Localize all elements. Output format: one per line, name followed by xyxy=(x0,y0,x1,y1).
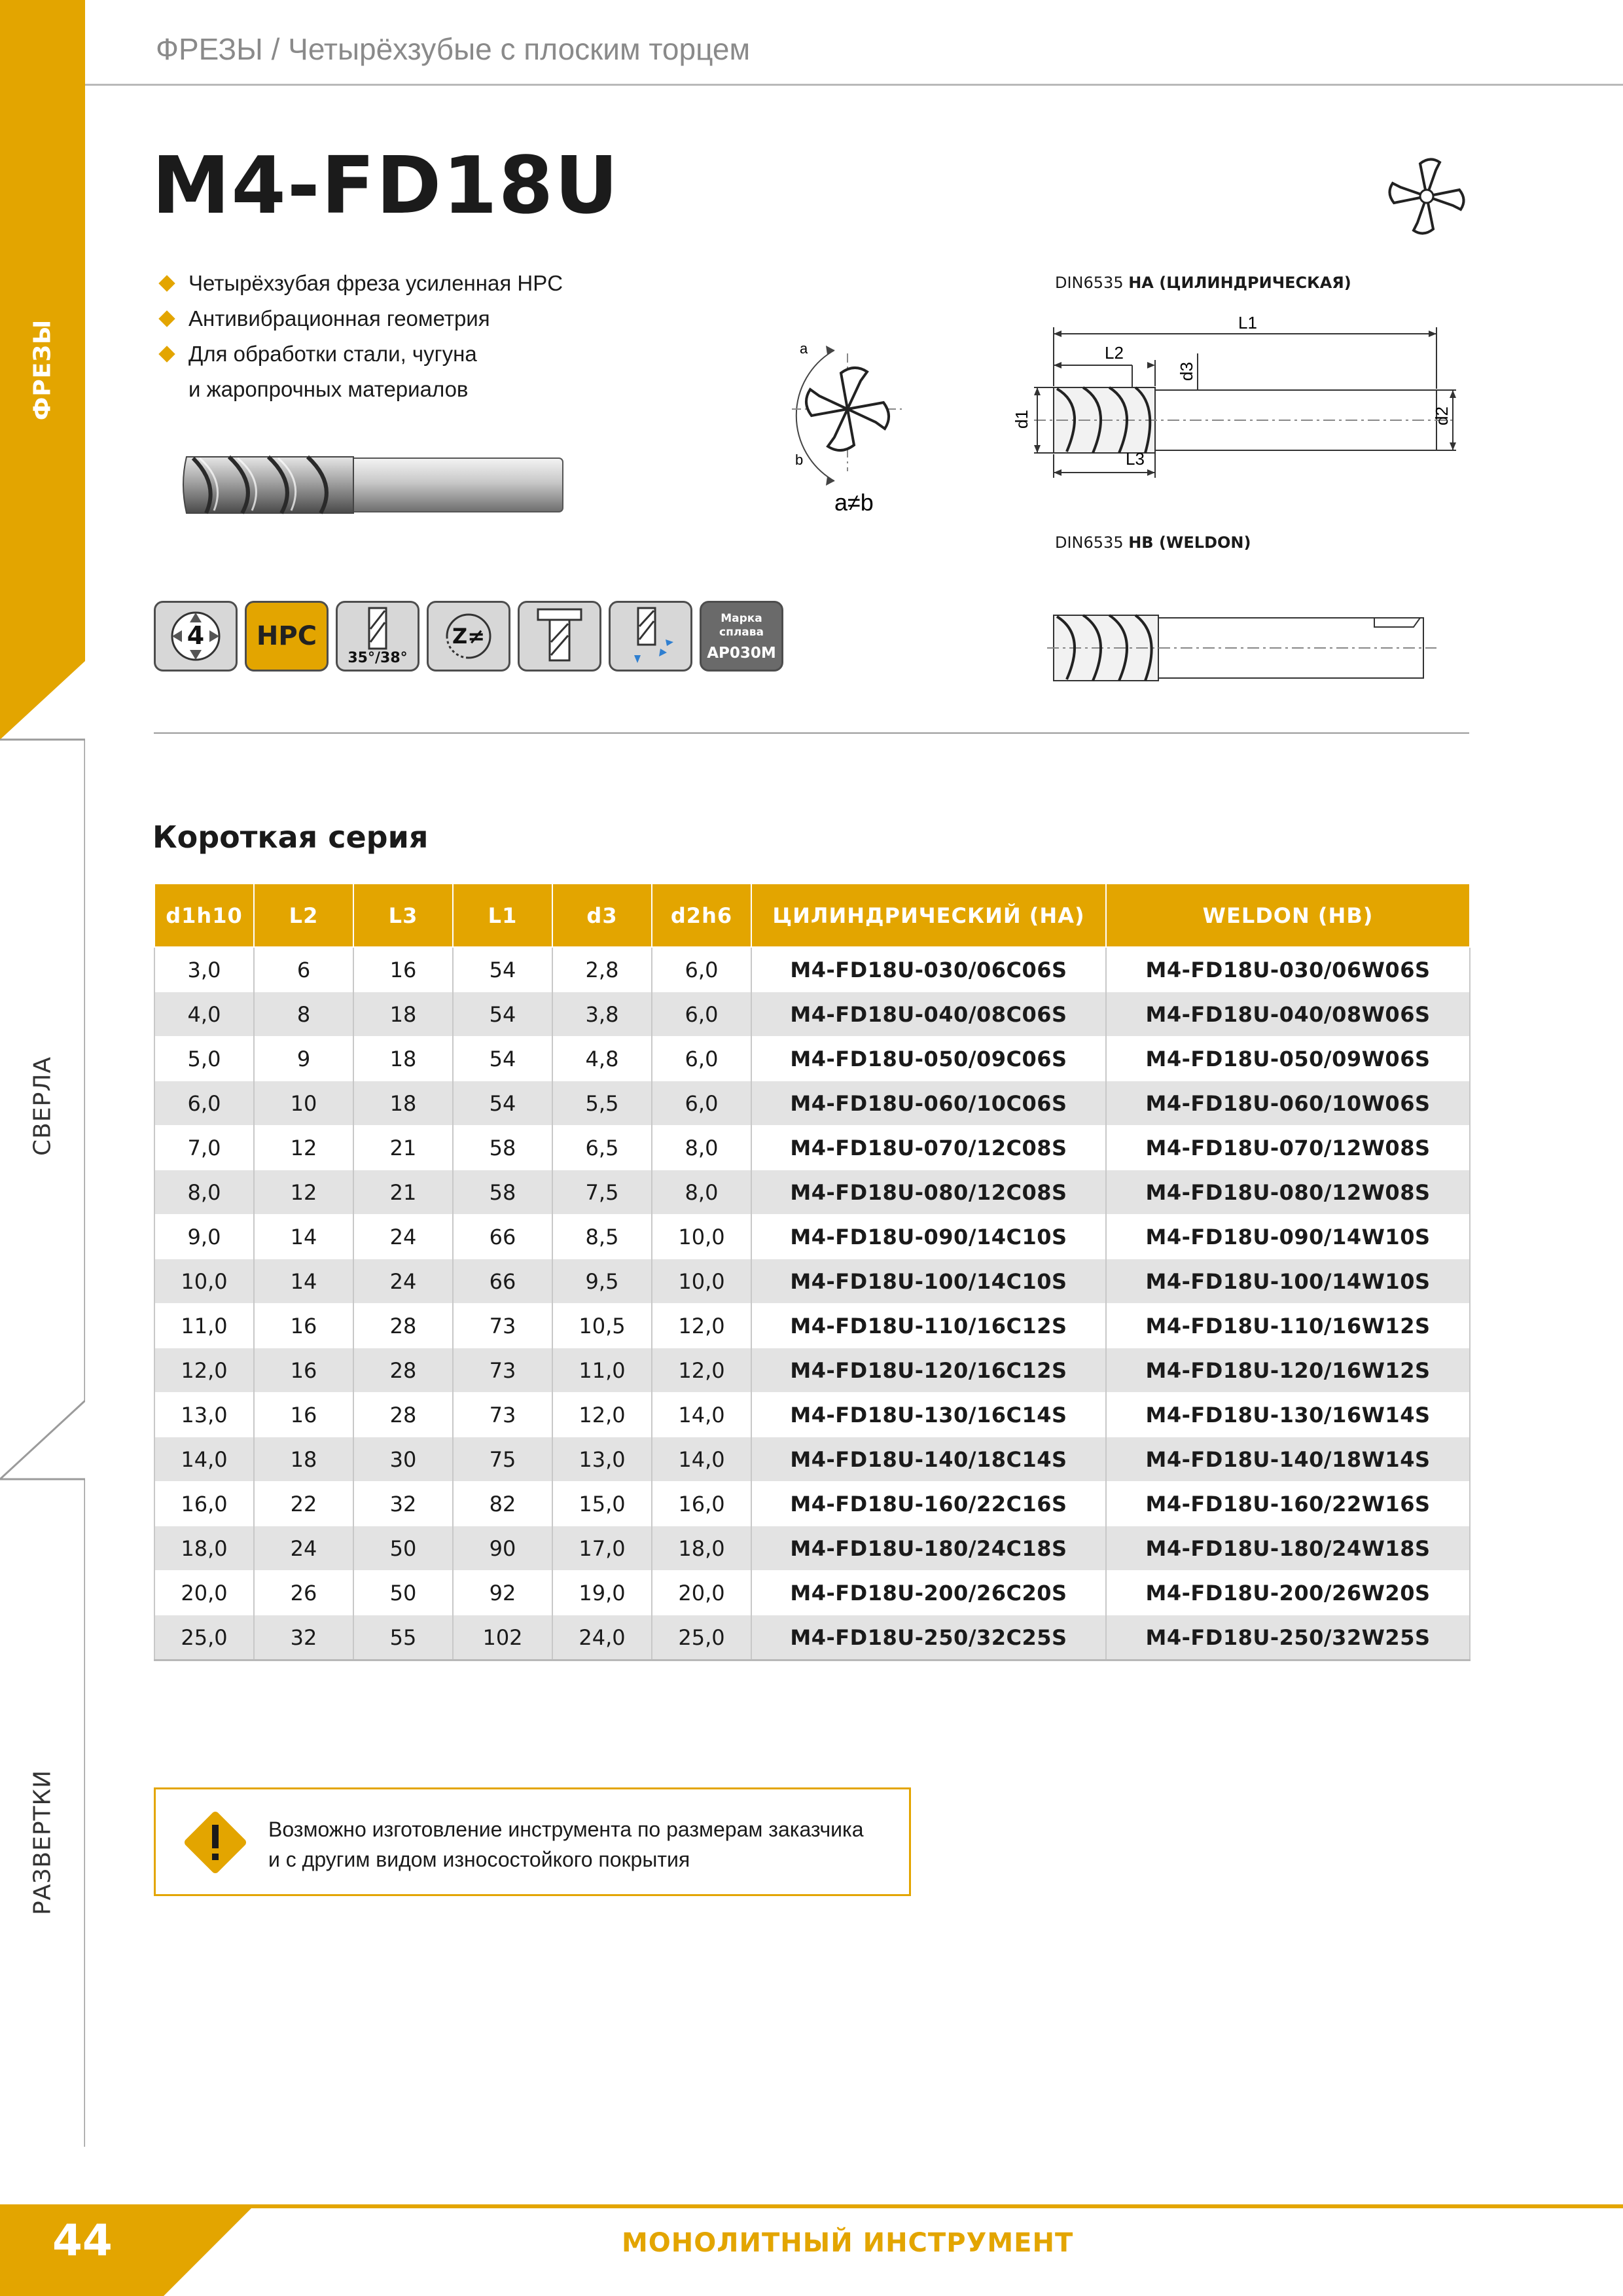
spec-table xyxy=(154,883,1471,1661)
article-code-cell: M4-FD18U-090/14W10S xyxy=(1106,1215,1470,1259)
table-row xyxy=(154,1037,1470,1081)
dimension-cell: 24 xyxy=(254,1526,353,1571)
dimension-cell: 12 xyxy=(254,1126,353,1170)
variable-pitch-badge xyxy=(427,601,510,672)
dimension-cell: 21 xyxy=(353,1126,453,1170)
section-divider xyxy=(154,732,1469,734)
dimension-cell: 12 xyxy=(254,1170,353,1215)
angle-b-label: b xyxy=(795,452,804,468)
dimension-cell: 73 xyxy=(453,1304,552,1348)
angle-caption: a≠b xyxy=(834,489,874,516)
note-text: Возможно изготовление инструмента по размерам заказчика и с другим видом износостойкого покрытия xyxy=(268,1818,864,1871)
dim-l1-label: L1 xyxy=(1238,313,1257,332)
feature-item: Четырёхзубая фреза усиленная HPC xyxy=(157,266,563,301)
dimension-cell: 8,0 xyxy=(652,1126,751,1170)
article-code-cell: M4-FD18U-060/10W06S xyxy=(1106,1081,1470,1126)
dimension-cell: 10,0 xyxy=(652,1215,751,1259)
article-code-cell: M4-FD18U-090/14C10S xyxy=(751,1215,1106,1259)
end-mill-side-icon xyxy=(520,603,599,670)
dimension-cell: 66 xyxy=(453,1259,552,1304)
article-code-cell: M4-FD18U-060/10C06S xyxy=(751,1081,1106,1126)
dimension-cell: 12,0 xyxy=(552,1393,652,1437)
dimension-cell: 10,5 xyxy=(552,1304,652,1348)
section-title: Короткая серия xyxy=(152,819,429,855)
side-tab-reamers-label: РАЗВЕРТКИ xyxy=(29,1769,56,1916)
dimension-cell: 14,0 xyxy=(154,1437,254,1482)
dimension-cell: 7,0 xyxy=(154,1126,254,1170)
table-header-cell: d3 xyxy=(552,884,652,947)
dimension-cell: 14 xyxy=(254,1215,353,1259)
dimension-cell: 16 xyxy=(254,1348,353,1393)
dimension-cell: 10,0 xyxy=(154,1259,254,1304)
dimension-cell: 18 xyxy=(353,1037,453,1081)
article-code-cell: M4-FD18U-110/16W12S xyxy=(1106,1304,1470,1348)
flutes-count: 4 xyxy=(187,621,205,650)
dimension-cell: 102 xyxy=(453,1615,552,1660)
dimension-cell: 16,0 xyxy=(154,1482,254,1526)
dimension-cell: 20,0 xyxy=(652,1571,751,1615)
table-row xyxy=(154,1393,1470,1437)
table-header-cell: d2h6 xyxy=(652,884,751,947)
dimension-cell: 25,0 xyxy=(652,1615,751,1660)
feature-list xyxy=(157,266,563,407)
dimension-cell: 24 xyxy=(353,1215,453,1259)
table-row xyxy=(154,992,1470,1037)
article-code-cell: M4-FD18U-160/22W16S xyxy=(1106,1482,1470,1526)
article-code-cell: M4-FD18U-050/09W06S xyxy=(1106,1037,1470,1081)
dimension-cell: 6,0 xyxy=(652,992,751,1037)
dimension-cell: 10 xyxy=(254,1081,353,1126)
header-divider xyxy=(85,84,1623,86)
dimension-cell: 8,0 xyxy=(154,1170,254,1215)
product-title: M4-FD18U xyxy=(152,141,620,232)
dimension-cell: 6,0 xyxy=(652,947,751,992)
article-code-cell: M4-FD18U-250/32W25S xyxy=(1106,1615,1470,1660)
coolant-icon xyxy=(611,603,690,670)
feature-item: Антивибрационная геометрия xyxy=(157,301,563,336)
article-code-cell: M4-FD18U-140/18C14S xyxy=(751,1437,1106,1482)
article-code-cell: M4-FD18U-120/16C12S xyxy=(751,1348,1106,1393)
dimension-cell: 66 xyxy=(453,1215,552,1259)
table-header-cell: L1 xyxy=(453,884,552,947)
dimension-cell: 8,5 xyxy=(552,1215,652,1259)
grade-caption: Марка сплава xyxy=(719,612,764,639)
dim-l3-label: L3 xyxy=(1126,449,1145,469)
hpc-label: HPC xyxy=(256,621,317,651)
dimension-cell: 18 xyxy=(353,1081,453,1126)
dimension-cell: 28 xyxy=(353,1348,453,1393)
dimension-cell: 6,5 xyxy=(552,1126,652,1170)
note-box xyxy=(154,1787,911,1896)
article-code-cell: M4-FD18U-100/14C10S xyxy=(751,1259,1106,1304)
dimension-cell: 26 xyxy=(254,1571,353,1615)
table-row xyxy=(154,1215,1470,1259)
grade-code: AP030M xyxy=(707,645,776,662)
article-code-cell: M4-FD18U-050/09C06S xyxy=(751,1037,1106,1081)
side-tab-milling-label: ФРЕЗЫ xyxy=(29,319,56,421)
dimension-cell: 55 xyxy=(353,1615,453,1660)
coolant-badge xyxy=(609,601,692,672)
dimension-cell: 90 xyxy=(453,1526,552,1571)
dimension-cell: 11,0 xyxy=(154,1304,254,1348)
neck-badge xyxy=(518,601,601,672)
end-mill-photo xyxy=(180,445,566,520)
dimension-cell: 6,0 xyxy=(652,1037,751,1081)
dim-d3-label: d3 xyxy=(1177,362,1196,381)
dimension-cell: 19,0 xyxy=(552,1571,652,1615)
breadcrumb: ФРЕЗЫ / Четырёхзубые с плоским торцем xyxy=(156,32,751,66)
dimension-cell: 14,0 xyxy=(652,1393,751,1437)
dim-d2-label: d2 xyxy=(1432,406,1452,425)
dimension-cell: 30 xyxy=(353,1437,453,1482)
article-code-cell: M4-FD18U-180/24W18S xyxy=(1106,1526,1470,1571)
dimension-cell: 16 xyxy=(254,1393,353,1437)
dimension-cell: 50 xyxy=(353,1571,453,1615)
dimension-cell: 20,0 xyxy=(154,1571,254,1615)
flutes-badge xyxy=(154,601,238,672)
din-ha-label: DIN6535 HA (ЦИЛИНДРИЧЕСКАЯ) xyxy=(1055,274,1351,292)
dimension-cell: 9,5 xyxy=(552,1259,652,1304)
table-row xyxy=(154,1081,1470,1126)
dimension-cell: 12,0 xyxy=(652,1304,751,1348)
dimension-cell: 6,0 xyxy=(652,1081,751,1126)
table-row xyxy=(154,1571,1470,1615)
dimension-cell: 75 xyxy=(453,1437,552,1482)
dimension-cell: 18 xyxy=(353,992,453,1037)
article-code-cell: M4-FD18U-040/08C06S xyxy=(751,992,1106,1037)
dimension-cell: 4,0 xyxy=(154,992,254,1037)
din-hb-label: DIN6535 HB (WELDON) xyxy=(1055,533,1251,552)
dimension-cell: 6 xyxy=(254,947,353,992)
table-row xyxy=(154,1259,1470,1304)
table-row xyxy=(154,1170,1470,1215)
dimension-cell: 58 xyxy=(453,1126,552,1170)
article-code-cell: M4-FD18U-030/06W06S xyxy=(1106,947,1470,992)
side-tab-drills-label: СВЕРЛА xyxy=(29,1056,56,1156)
dimension-cell: 2,8 xyxy=(552,947,652,992)
dimension-cell: 11,0 xyxy=(552,1348,652,1393)
dimension-cell: 16,0 xyxy=(652,1482,751,1526)
table-row xyxy=(154,1526,1470,1571)
article-code-cell: M4-FD18U-110/16C12S xyxy=(751,1304,1106,1348)
dimension-cell: 54 xyxy=(453,1081,552,1126)
dimension-cell: 28 xyxy=(353,1393,453,1437)
article-code-cell: M4-FD18U-130/16W14S xyxy=(1106,1393,1470,1437)
table-row xyxy=(154,1304,1470,1348)
din-ha-dimension-drawing xyxy=(995,308,1472,491)
dimension-cell: 3,8 xyxy=(552,992,652,1037)
page-number: 44 xyxy=(52,2215,113,2266)
variable-pitch-label: Z≠ xyxy=(452,624,485,649)
dimension-cell: 5,0 xyxy=(154,1037,254,1081)
dimension-cell: 6,0 xyxy=(154,1081,254,1126)
dimension-cell: 73 xyxy=(453,1393,552,1437)
dimension-cell: 10,0 xyxy=(652,1259,751,1304)
footer-page-tab xyxy=(0,2204,262,2296)
din-hb-drawing xyxy=(1047,609,1440,687)
side-nav xyxy=(0,0,85,2296)
hpc-badge xyxy=(245,601,329,672)
dimension-cell: 14 xyxy=(254,1259,353,1304)
dimension-cell: 28 xyxy=(353,1304,453,1348)
article-code-cell: M4-FD18U-040/08W06S xyxy=(1106,992,1470,1037)
dimension-cell: 50 xyxy=(353,1526,453,1571)
helix-angle-label: 35°/38° xyxy=(348,650,408,666)
dim-l2-label: L2 xyxy=(1105,343,1124,363)
dimension-cell: 54 xyxy=(453,1037,552,1081)
dimension-cell: 25,0 xyxy=(154,1615,254,1660)
article-code-cell: M4-FD18U-080/12C08S xyxy=(751,1170,1106,1215)
table-header-cell: ЦИЛИНДРИЧЕСКИЙ (HA) xyxy=(751,884,1106,947)
end-mill-profile-icon xyxy=(1381,151,1472,242)
dimension-cell: 13,0 xyxy=(552,1437,652,1482)
dimension-cell: 13,0 xyxy=(154,1393,254,1437)
article-code-cell: M4-FD18U-200/26C20S xyxy=(751,1571,1106,1615)
dimension-cell: 16 xyxy=(254,1304,353,1348)
dimension-cell: 58 xyxy=(453,1170,552,1215)
dimension-cell: 32 xyxy=(353,1482,453,1526)
article-code-cell: M4-FD18U-120/16W12S xyxy=(1106,1348,1470,1393)
helix-angle-badge xyxy=(336,601,419,672)
dimension-cell: 24 xyxy=(353,1259,453,1304)
angle-a-label: a xyxy=(800,340,808,357)
cross-section-diagram xyxy=(772,334,903,524)
dimension-cell: 12,0 xyxy=(154,1348,254,1393)
table-row xyxy=(154,1126,1470,1170)
dimension-cell: 54 xyxy=(453,947,552,992)
dimension-cell: 21 xyxy=(353,1170,453,1215)
dimension-cell: 3,0 xyxy=(154,947,254,992)
article-code-cell: M4-FD18U-070/12C08S xyxy=(751,1126,1106,1170)
article-code-cell: M4-FD18U-080/12W08S xyxy=(1106,1170,1470,1215)
article-code-cell: M4-FD18U-250/32C25S xyxy=(751,1615,1106,1660)
dimension-cell: 5,5 xyxy=(552,1081,652,1126)
article-code-cell: M4-FD18U-160/22C16S xyxy=(751,1482,1106,1526)
article-code-cell: M4-FD18U-200/26W20S xyxy=(1106,1571,1470,1615)
dimension-cell: 32 xyxy=(254,1615,353,1660)
table-header-cell: L3 xyxy=(353,884,453,947)
article-code-cell: M4-FD18U-180/24C18S xyxy=(751,1526,1106,1571)
diamond-bullet-icon xyxy=(158,346,175,362)
dimension-cell: 14,0 xyxy=(652,1437,751,1482)
dimension-cell: 18,0 xyxy=(652,1526,751,1571)
feature-item-continuation: и жаропрочных материалов xyxy=(188,377,469,401)
grade-badge xyxy=(700,601,783,672)
dimension-cell: 54 xyxy=(453,992,552,1037)
dimension-cell: 73 xyxy=(453,1348,552,1393)
dimension-cell: 8,0 xyxy=(652,1170,751,1215)
dimension-cell: 18 xyxy=(254,1437,353,1482)
feature-item: Для обработки стали, чугуна xyxy=(157,336,563,372)
diamond-bullet-icon xyxy=(158,275,175,291)
dimension-cell: 22 xyxy=(254,1482,353,1526)
table-header-cell: L2 xyxy=(254,884,353,947)
dim-d1-label: d1 xyxy=(1012,410,1031,429)
diamond-bullet-icon xyxy=(158,310,175,327)
exclamation-icon xyxy=(179,1806,251,1878)
table-header-row xyxy=(154,884,1470,947)
dimension-cell: 17,0 xyxy=(552,1526,652,1571)
table-row xyxy=(154,947,1470,992)
table-row xyxy=(154,1437,1470,1482)
table-row xyxy=(154,1348,1470,1393)
dimension-cell: 24,0 xyxy=(552,1615,652,1660)
dimension-cell: 9 xyxy=(254,1037,353,1081)
table-body xyxy=(154,947,1470,1660)
article-code-cell: M4-FD18U-030/06C06S xyxy=(751,947,1106,992)
article-code-cell: M4-FD18U-130/16C14S xyxy=(751,1393,1106,1437)
article-code-cell: M4-FD18U-140/18W14S xyxy=(1106,1437,1470,1482)
article-code-cell: M4-FD18U-100/14W10S xyxy=(1106,1259,1470,1304)
dimension-cell: 4,8 xyxy=(552,1037,652,1081)
table-header-cell: d1h10 xyxy=(154,884,254,947)
dimension-cell: 16 xyxy=(353,947,453,992)
dimension-cell: 12,0 xyxy=(652,1348,751,1393)
dimension-cell: 8 xyxy=(254,992,353,1037)
dimension-cell: 92 xyxy=(453,1571,552,1615)
table-row xyxy=(154,1482,1470,1526)
table-header-cell: WELDON (HB) xyxy=(1106,884,1470,947)
dimension-cell: 15,0 xyxy=(552,1482,652,1526)
footer-title: МОНОЛИТНЫЙ ИНСТРУМЕНТ xyxy=(622,2228,1074,2258)
dimension-cell: 7,5 xyxy=(552,1170,652,1215)
table-row xyxy=(154,1615,1470,1660)
dimension-cell: 82 xyxy=(453,1482,552,1526)
dimension-cell: 9,0 xyxy=(154,1215,254,1259)
dimension-cell: 18,0 xyxy=(154,1526,254,1571)
article-code-cell: M4-FD18U-070/12W08S xyxy=(1106,1126,1470,1170)
